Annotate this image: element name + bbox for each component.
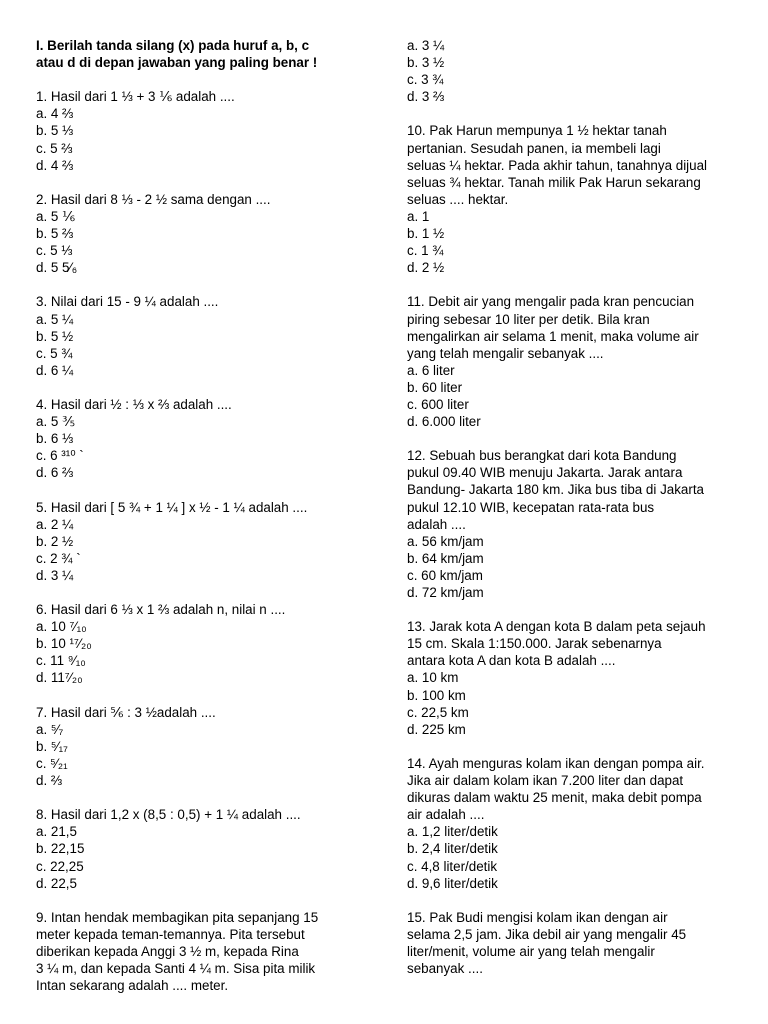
question-text: 9. Intan hendak membagikan pita sepanjang 15 [36,909,319,925]
answer-option: c. 3 ¾ [407,72,444,88]
right-column [407,37,737,977]
answer-option: b. 100 km [407,687,466,703]
answer-option: b. 3 ½ [407,55,445,71]
question-text: 5. Hasil dari [ 5 ¾ + 1 ¼ ] x ½ - 1 ¼ adalah .... [36,499,308,515]
answer-option: c. 1 ¾ [407,243,444,259]
text-line: diberikan kepada Anggi 3 ½ m, kepada Rina [36,943,299,959]
answer-option: b. 22,15 [36,841,85,857]
answer-option: c. 60 km/jam [407,567,483,583]
text-line: meter kepada teman-temannya. Pita tersebut [36,926,305,942]
answer-option: c. 5 ⅓ [36,243,73,259]
question-text: 12. Sebuah bus berangkat dari kota Bandung [407,448,677,464]
answer-option: c. 4,8 liter/detik [407,858,498,874]
text-line: piring sebesar 10 liter per detik. Bila kran [407,311,650,327]
block-spacer [36,789,366,806]
answer-option: c. 22,5 km [407,704,469,720]
question-text: 4. Hasil dari ½ : ⅓ x ⅔ adalah .... [36,396,232,412]
text-line: mengalirkan air selama 1 menit, maka volume air [407,328,699,344]
question-block [36,293,366,378]
answer-option: a. 21,5 [36,824,77,840]
answer-option: b. ⁵⁄₁₇ [36,738,68,754]
answer-option: a. 1,2 liter/detik [407,824,498,840]
text-line: Jika air dalam kolam ikan 7.200 liter dan dapat [407,773,684,789]
answer-option: b. 5 ½ [36,328,74,344]
text-line: seluas ¾ hektar. Tanah milik Pak Harun sekarang [407,174,701,190]
answer-option: d. 6.000 liter [407,414,481,430]
question-block [36,396,366,481]
text-line: adalah .... [407,516,466,532]
text-line: sebanyak .... [407,961,483,977]
block-spacer [36,276,366,293]
answer-option: d. 5 5⁄₆ [36,260,78,276]
answer-option: c. 5 ⅔ [36,140,73,156]
question-block [36,191,366,276]
text-line: 3 ¼ m, dan kepada Santi 4 ¼ m. Sisa pita milik [36,961,316,977]
text-line: yang telah mengalir sebanyak .... [407,345,604,361]
question-block [36,704,366,789]
text-line: seluas ¼ hektar. Pada akhir tahun, tanahnya dijual [407,157,708,173]
answer-option: d. 6 ⅔ [36,465,74,481]
question-block [36,601,366,686]
heading-line: atau d di depan jawaban yang paling benar ! [36,55,318,71]
text-line: Intan sekarang adalah .... meter. [36,978,229,994]
answer-option: a. 6 liter [407,362,455,378]
answer-option: b. 64 km/jam [407,550,484,566]
answer-option: d. 72 km/jam [407,585,484,600]
question-block [36,909,366,994]
answer-option: d. 11⁷⁄₂₀ [36,670,83,686]
answer-option: d. 2 ½ [407,260,445,276]
question-block [407,293,737,430]
instructions-heading [36,37,366,71]
answer-option: b. 6 ⅓ [36,431,74,447]
question-text: 2. Hasil dari 8 ⅓ - 2 ½ sama dengan .... [36,191,271,207]
block-spacer [36,892,366,909]
answer-option: a. 1 [407,208,430,224]
block-spacer [36,687,366,704]
left-column [36,37,366,994]
question-block [36,499,366,584]
question-text: 7. Hasil dari ⅚ : 3 ½adalah .... [36,704,216,720]
answer-option: d. ⅔ [36,773,63,789]
text-line: pertanian. Sesudah panen, ia membeli lagi [407,140,661,156]
answer-option: b. 1 ½ [407,226,445,242]
question-text: 3. Nilai dari 15 - 9 ¼ adalah .... [36,294,219,310]
answer-option: c. 600 liter [407,396,469,412]
answer-option: b. 2,4 liter/detik [407,841,498,857]
answer-option: a. 56 km/jam [407,533,484,549]
block-spacer [407,738,737,755]
text-line: dikuras dalam waktu 25 menit, maka debit pompa [407,790,702,806]
answer-option: b. 2 ½ [36,533,74,549]
block-spacer [407,430,737,447]
text-line: pukul 09.40 WIB menuju Jakarta. Jarak antara [407,465,683,481]
answer-option: d. 3 ¼ [36,567,74,583]
answer-option: b. 60 liter [407,379,463,395]
block-spacer [407,276,737,293]
question-block [407,755,737,892]
answer-option: d. 225 km [407,721,466,737]
answer-option: c. ⁵⁄₂₁ [36,755,68,771]
question-text: 10. Pak Harun mempunya 1 ½ hektar tanah [407,123,667,139]
block-spacer [407,601,737,618]
question-text: 1. Hasil dari 1 ⅓ + 3 ⅙ adalah .... [36,89,235,105]
question-text: 15. Pak Budi mengisi kolam ikan dengan air [407,909,668,925]
answer-option: d. 22,5 [36,875,77,891]
answer-option: a. 4 ⅔ [36,106,74,122]
question-block [407,618,737,738]
text-line: liter/menit, volume air yang telah mengalir [407,943,655,959]
answer-option: c. 11 ⁹⁄₁₀ [36,653,86,669]
text-line: Bandung- Jakarta 180 km. Jika bus tiba di Jakarta [407,482,704,498]
block-spacer [36,71,366,88]
question-block [407,122,737,276]
answer-option: c. 22,25 [36,858,84,874]
block-spacer [36,481,366,498]
answer-option: a. 10 km [407,670,459,686]
text-line: selama 2,5 jam. Jika debil air yang mengalir 45 [407,926,687,942]
block-spacer [36,584,366,601]
text-line: 15 cm. Skala 1:150.000. Jarak sebenarnya [407,636,662,652]
question-text: 13. Jarak kota A dengan kota B dalam peta sejauh [407,619,706,635]
question-text: 11. Debit air yang mengalir pada kran pencucian [407,294,695,310]
question-text: 8. Hasil dari 1,2 x (8,5 : 0,5) + 1 ¼ adalah .... [36,807,301,823]
question-block [407,37,737,105]
block-spacer [36,379,366,396]
answer-option: a. 5 ⅗ [36,414,76,430]
answer-option: c. 6 ³¹⁰ ` [36,448,84,464]
text-line: antara kota A dan kota B adalah .... [407,653,616,669]
answer-option: a. 2 ¼ [36,516,74,532]
answer-option: d. 6 ¼ [36,362,74,378]
answer-option: a. 5 ¼ [36,311,74,327]
question-text: 6. Hasil dari 6 ⅓ x 1 ⅔ adalah n, nilai n .... [36,602,286,618]
question-block [36,806,366,891]
answer-option: b. 10 ¹⁷⁄₂₀ [36,636,92,652]
question-text: 14. Ayah menguras kolam ikan dengan pompa air. [407,755,705,771]
block-spacer [36,174,366,191]
answer-option: d. 4 ⅔ [36,157,74,173]
text-line: air adalah .... [407,807,485,823]
block-spacer [407,892,737,909]
text-line: seluas .... hektar. [407,191,509,207]
answer-option: a. 5 ⅙ [36,208,76,224]
answer-option: b. 5 ⅓ [36,123,74,139]
answer-option: d. 3 ⅔ [407,89,445,105]
answer-option: a. ⁵⁄₇ [36,721,64,737]
block-spacer [407,105,737,122]
answer-option: a. 10 ⁷⁄₁₀ [36,619,87,635]
answer-option: a. 3 ¼ [407,38,445,53]
question-block [407,909,737,977]
answer-option: c. 2 ¾ ` [36,550,81,566]
answer-option: d. 9,6 liter/detik [407,875,498,891]
answer-option: c. 5 ¾ [36,345,73,361]
answer-option: b. 5 ⅔ [36,226,74,242]
text-line: pukul 12.10 WIB, kecepatan rata-rata bus [407,499,655,515]
heading-line: I. Berilah tanda silang (x) pada huruf a, b, c [36,38,310,53]
question-block [36,88,366,173]
question-block [407,447,737,601]
